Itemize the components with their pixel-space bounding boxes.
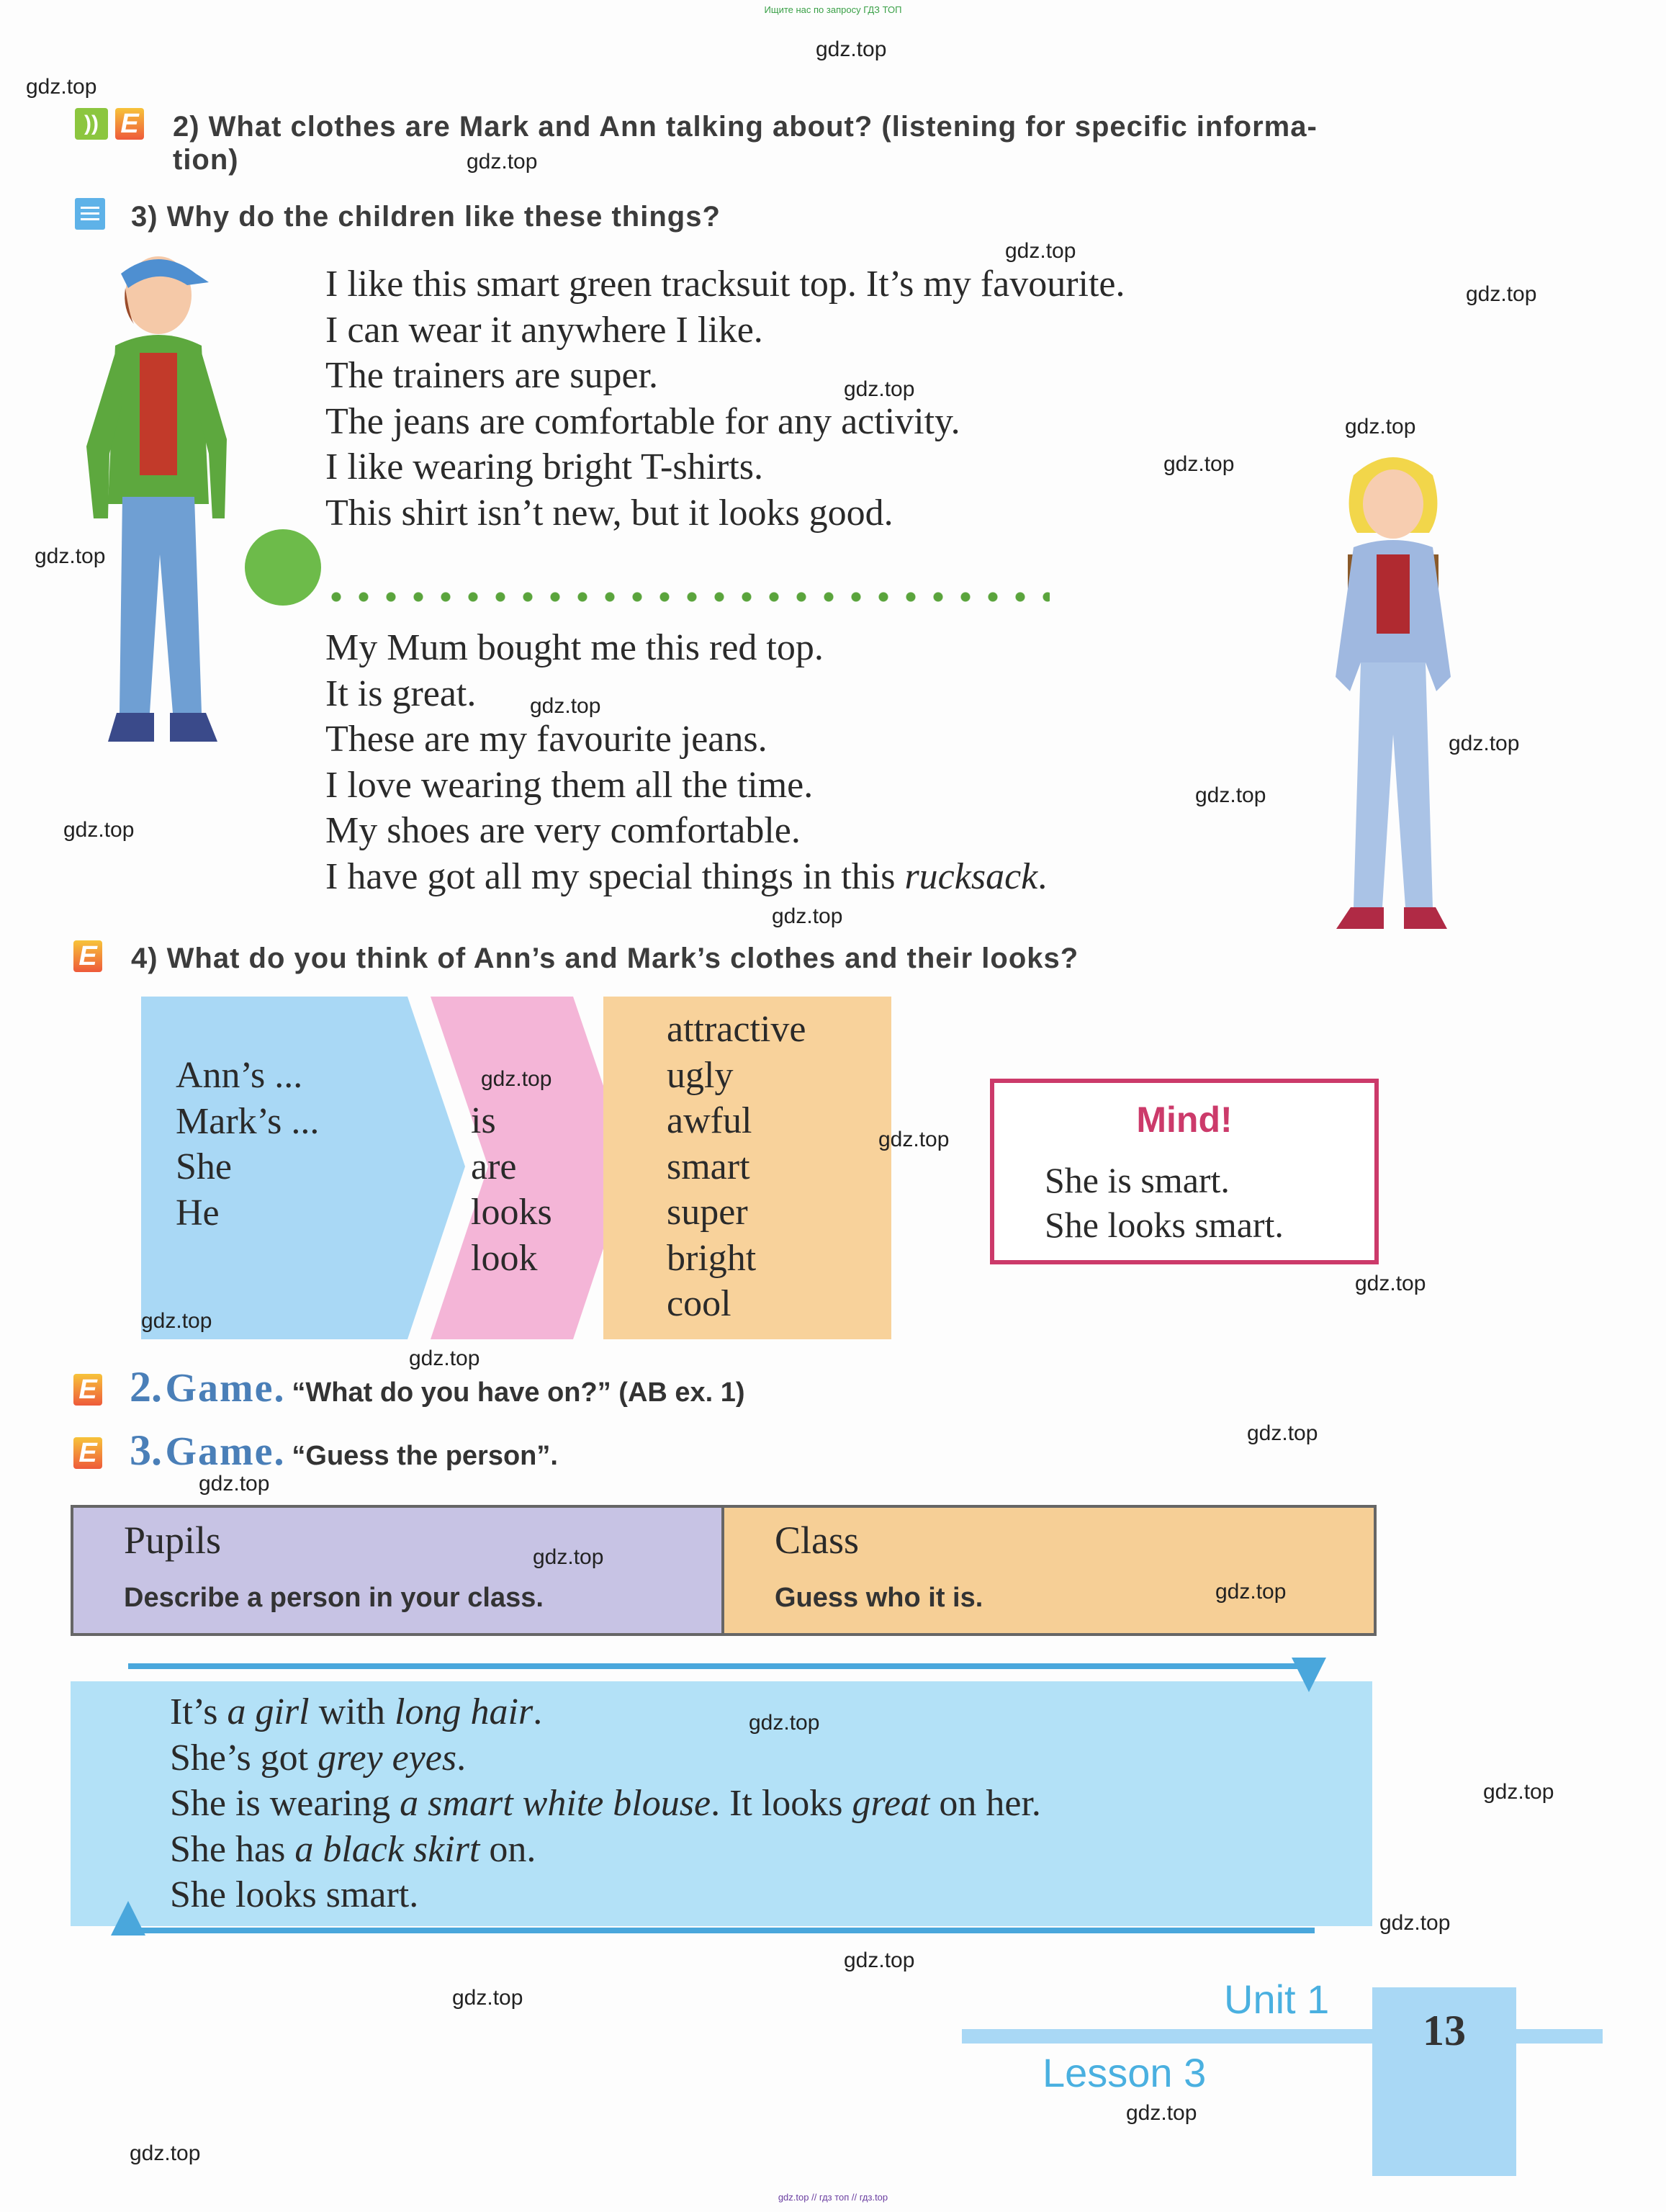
- watermark-text: gdz.top: [1247, 1421, 1318, 1445]
- ann-line: My Mum bought me this red top.: [325, 627, 824, 668]
- bottom-links[interactable]: gdz.top // гдз топ // гдз.top: [778, 2192, 888, 2203]
- adjective-item: ugly: [667, 1054, 734, 1096]
- example-line: She is wearing a smart white blouse. It looks great on her.: [170, 1783, 1041, 1824]
- watermark-text: gdz.top: [749, 1711, 820, 1735]
- unit-label: Unit 1: [1224, 1977, 1330, 2022]
- adjective-item: cool: [667, 1283, 731, 1324]
- watermark-text: gdz.top: [844, 377, 915, 401]
- audio-icon: )): [75, 108, 108, 140]
- example-line: She’s got grey eyes.: [170, 1737, 467, 1779]
- mark-line: The jeans are comfortable for any activity.: [325, 400, 960, 442]
- top-search-link[interactable]: Ищите нас по запросу ГДЗ ТОП: [764, 4, 902, 15]
- watermark-text: gdz.top: [481, 1067, 552, 1091]
- watermark-text: gdz.top: [533, 1545, 604, 1569]
- ann-statements: [325, 625, 1047, 899]
- game-3-label: Game.: [165, 1429, 286, 1474]
- adjectives-column: [667, 1007, 806, 1327]
- pupils-instruction: Describe a person in your class.: [124, 1583, 544, 1613]
- watermark-text: gdz.top: [1215, 1580, 1287, 1604]
- lesson-label: Lesson 3: [1043, 2050, 1207, 2095]
- mark-line: I like wearing bright T-shirts.: [325, 446, 764, 487]
- watermark-text: gdz.top: [530, 694, 601, 718]
- reading-icon: [75, 198, 105, 230]
- mind-lines: [1045, 1158, 1284, 1247]
- example-line: It’s a girl with long hair.: [170, 1691, 543, 1732]
- mind-box: [990, 1079, 1379, 1264]
- mark-line: I like this smart green tracksuit top. It’s my favourite.: [325, 264, 1125, 305]
- adjective-item: awful: [667, 1100, 752, 1141]
- watermark-text: gdz.top: [816, 37, 887, 61]
- class-cell: [724, 1508, 1374, 1633]
- boy-mark-illustration: [65, 245, 252, 778]
- game-2-label: Game.: [165, 1366, 286, 1411]
- mind-line: She is smart.: [1045, 1160, 1230, 1200]
- ann-line: It is great.: [325, 673, 477, 714]
- adjective-item: smart: [667, 1146, 750, 1187]
- ann-line: These are my favourite jeans.: [325, 719, 767, 760]
- watermark-text: gdz.top: [141, 1309, 212, 1333]
- down-arrow-icon: [1292, 1658, 1326, 1692]
- pupils-cell: [73, 1508, 724, 1633]
- adjective-item: attractive: [667, 1009, 806, 1050]
- verb-item: are: [471, 1146, 517, 1187]
- e-icon: E: [115, 108, 144, 140]
- subject-item: Ann’s ...: [176, 1055, 303, 1096]
- ann-line: My shoes are very comfortable.: [325, 810, 801, 851]
- example-line: She looks smart.: [170, 1874, 419, 1915]
- mind-title: Mind!: [1136, 1100, 1233, 1140]
- mark-statements: [325, 261, 1125, 536]
- task-4-text: 4) What do you think of Ann’s and Mark’s clothes and their looks?: [131, 943, 1079, 974]
- watermark-text: gdz.top: [1126, 2101, 1197, 2125]
- task-2-text: 2) What clothes are Mark and Ann talking about? (listening for specific informa- tion): [173, 111, 1318, 176]
- page-number: 13: [1423, 2007, 1466, 2054]
- example-line: She has a black skirt on.: [170, 1828, 536, 1870]
- e-icon: E: [73, 940, 102, 972]
- game-3-heading: [130, 1426, 558, 1475]
- watermark-text: gdz.top: [772, 904, 843, 928]
- subjects-column: [176, 1053, 319, 1236]
- example-description: [170, 1689, 1041, 1918]
- mark-line: This shirt isn’t new, but it looks good.: [325, 492, 893, 534]
- e-icon: E: [73, 1374, 102, 1406]
- pupils-heading: Pupils: [124, 1519, 222, 1562]
- mark-line: I can wear it anywhere I like.: [325, 309, 763, 351]
- watermark-text: gdz.top: [199, 1472, 270, 1496]
- watermark-text: gdz.top: [1483, 1780, 1554, 1804]
- watermark-text: gdz.top: [35, 544, 106, 568]
- e-icon: E: [73, 1437, 102, 1469]
- watermark-text: gdz.top: [63, 818, 135, 842]
- subject-item: Mark’s ...: [176, 1100, 320, 1142]
- ann-line: I have got all my special things in this rucksack.: [325, 855, 1048, 897]
- class-instruction: Guess who it is.: [775, 1583, 983, 1613]
- watermark-text: gdz.top: [26, 75, 97, 99]
- verbs-column: [471, 1098, 552, 1281]
- watermark-text: gdz.top: [452, 1986, 523, 2010]
- watermark-text: gdz.top: [467, 150, 538, 174]
- watermark-text: gdz.top: [409, 1346, 480, 1370]
- watermark-text: gdz.top: [1449, 732, 1520, 755]
- game-2-instruction: “What do you have on?” (AB ex. 1): [292, 1377, 745, 1408]
- green-circle-marker: [245, 529, 321, 606]
- dotted-separator: [323, 592, 1050, 602]
- watermark-text: gdz.top: [1005, 239, 1076, 263]
- game-3-number: 3.: [130, 1426, 162, 1474]
- bottom-arrow-line: [128, 1928, 1315, 1933]
- mark-line: The trainers are super.: [325, 355, 659, 396]
- ann-line: I love wearing them all the time.: [325, 764, 814, 806]
- verb-item: looks: [471, 1192, 552, 1233]
- watermark-text: gdz.top: [130, 2141, 201, 2165]
- up-arrow-icon: [111, 1901, 145, 1936]
- watermark-text: gdz.top: [1355, 1272, 1426, 1295]
- top-arrow-line: [128, 1663, 1315, 1669]
- mind-line: She looks smart.: [1045, 1205, 1284, 1245]
- watermark-text: gdz.top: [1345, 415, 1416, 439]
- watermark-text: gdz.top: [878, 1128, 950, 1151]
- girl-ann-illustration: [1296, 446, 1490, 950]
- subject-item: She: [176, 1146, 232, 1187]
- game-roles-table: [71, 1505, 1377, 1636]
- game-3-instruction: “Guess the person”.: [292, 1441, 558, 1471]
- watermark-text: gdz.top: [1195, 783, 1266, 807]
- game-2-number: 2.: [130, 1363, 162, 1411]
- watermark-text: gdz.top: [1163, 452, 1235, 476]
- subject-item: He: [176, 1192, 220, 1233]
- class-heading: Class: [775, 1519, 860, 1562]
- adjective-item: super: [667, 1192, 748, 1233]
- watermark-text: gdz.top: [844, 1948, 915, 1972]
- task-3-text: 3) Why do the children like these things?: [131, 201, 721, 233]
- watermark-text: gdz.top: [1466, 282, 1537, 306]
- verb-item: is: [471, 1100, 496, 1141]
- verb-item: look: [471, 1237, 538, 1279]
- watermark-text: gdz.top: [1379, 1911, 1451, 1935]
- adjective-item: bright: [667, 1237, 757, 1279]
